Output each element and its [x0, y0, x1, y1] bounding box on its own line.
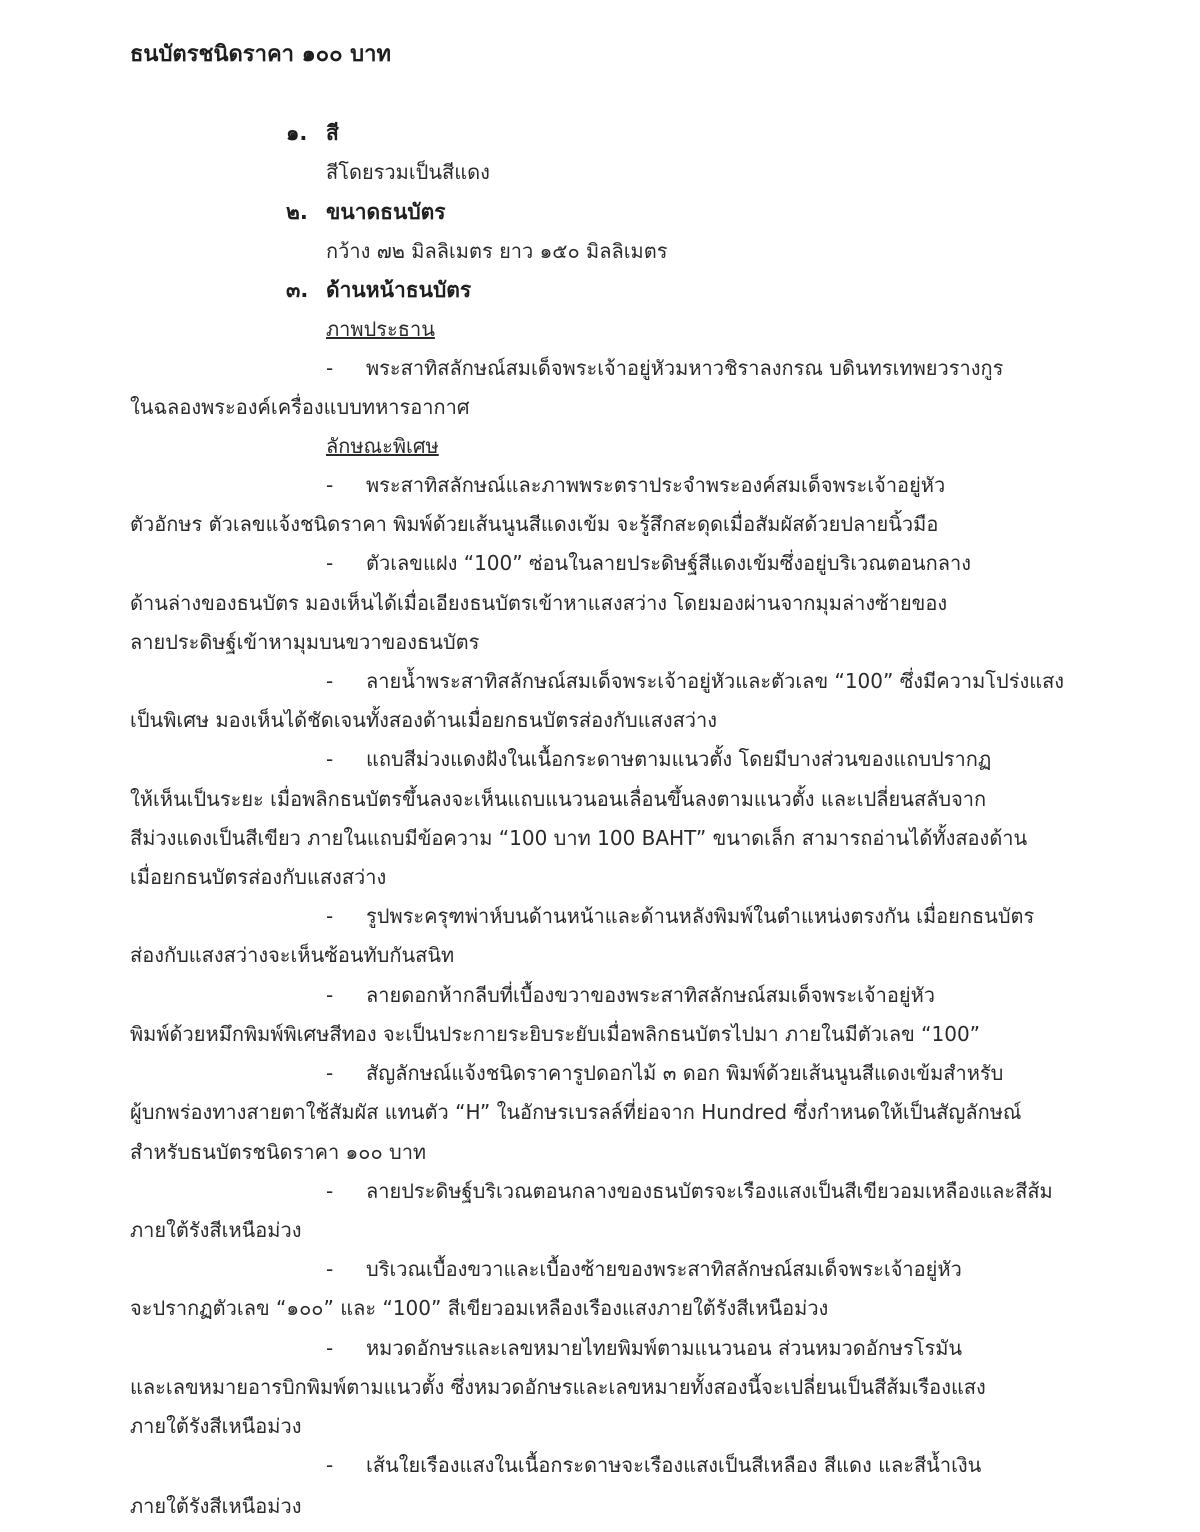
feature-line: เป็นพิเศษ มองเห็นได้ชัดเจนทั้งสองด้านเมื่อยกธนบัตรส่องกับแสงสว่าง	[130, 708, 718, 732]
feature-line: - ลายน้ำพระสาทิสลักษณ์สมเด็จพระเจ้าอยู่หัวและตัวเลข “100” ซึ่งมีความโปร่งแสง	[326, 669, 1065, 693]
section-number-2: ๒.	[286, 200, 308, 224]
feature-line: - บริเวณเบื้องขวาและเบื้องซ้ายของพระสาทิสลักษณ์สมเด็จพระเจ้าอยู่หัว	[326, 1257, 962, 1281]
feature-line: เมื่อยกธนบัตรส่องกับแสงสว่าง	[130, 865, 387, 889]
feature-line: ส่องกับแสงสว่างจะเห็นซ้อนทับกันสนิท	[130, 943, 455, 967]
feature-line: พิมพ์ด้วยหมึกพิมพ์พิเศษสีทอง จะเป็นประกายระยิบระยับเมื่อพลิกธนบัตรไปมา ภายในมีตัวเลข “100”	[130, 1022, 981, 1046]
feature-line: สำหรับธนบัตรชนิดราคา ๑๐๐ บาท	[130, 1140, 427, 1164]
feature-line: ลายประดิษฐ์เข้าหามุมบนขวาของธนบัตร	[130, 630, 480, 654]
feature-line: ภายใต้รังสีเหนือม่วง	[130, 1414, 302, 1438]
feature-line: สีม่วงแดงเป็นสีเขียว ภายในแถบมีข้อความ “100 บาท 100 BAHT” ขนาดเล็ก สามารถอ่านได้ทั้งสองด้าน	[130, 826, 1028, 850]
section-heading-front: ด้านหน้าธนบัตร	[326, 278, 472, 302]
section-heading-size: ขนาดธนบัตร	[326, 200, 446, 224]
feature-line: ด้านล่างของธนบัตร มองเห็นได้เมื่อเอียงธนบัตรเข้าหาแสงสว่าง โดยมองผ่านจากมุมล่างซ้ายของ	[130, 591, 948, 615]
feature-line: - รูปพระครุฑพ่าห์บนด้านหน้าและด้านหลังพิมพ์ในตำแหน่งตรงกัน เมื่อยกธนบัตร	[326, 904, 1035, 928]
section-heading-color: สี	[326, 121, 339, 145]
feature-line: ภายใต้รังสีเหนือม่วง	[130, 1218, 302, 1242]
section-body-size: กว้าง ๗๒ มิลลิเมตร ยาว ๑๕๐ มิลลิเมตร	[326, 239, 668, 263]
section-body-color: สีโดยรวมเป็นสีแดง	[326, 160, 490, 184]
main-image-label: ภาพประธาน	[326, 317, 435, 341]
feature-line: - ลายดอกห้ากลีบที่เบื้องขวาของพระสาทิสลักษณ์สมเด็จพระเจ้าอยู่หัว	[326, 983, 935, 1007]
feature-line: ภายใต้รังสีเหนือม่วง	[130, 1494, 302, 1518]
main-image-line: - พระสาทิสลักษณ์สมเด็จพระเจ้าอยู่หัวมหาวชิราลงกรณ บดินทรเทพยวรางกูร	[326, 356, 1004, 380]
main-image-line: ในฉลองพระองค์เครื่องแบบทหารอากาศ	[130, 395, 470, 419]
feature-line: - ลายประดิษฐ์บริเวณตอนกลางของธนบัตรจะเรืองแสงเป็นสีเขียวอมเหลืองและสีส้ม	[326, 1179, 1053, 1203]
feature-line: ให้เห็นเป็นระยะ เมื่อพลิกธนบัตรขึ้นลงจะเห็นแถบแนวนอนเลื่อนขึ้นลงตามแนวตั้ง และเปลี่ยนสลับจาก	[130, 787, 987, 811]
feature-line: - ตัวเลขแฝง “100” ซ่อนในลายประดิษฐ์สีแดงเข้มซึ่งอยู่บริเวณตอนกลาง	[326, 551, 971, 575]
feature-line: ผู้บกพร่องทางสายตาใช้สัมผัส แทนตัว “H” ในอักษรเบรลล์ที่ย่อจาก Hundred ซึ่งกำหนดให้เป็นสัญลักษณ์	[130, 1100, 1022, 1124]
feature-line: - หมวดอักษรและเลขหมายไทยพิมพ์ตามแนวนอน ส่วนหมวดอักษรโรมัน	[326, 1336, 963, 1360]
features-label: ลักษณะพิเศษ	[326, 434, 439, 458]
feature-line: จะปรากฏตัวเลข “๑๐๐” และ “100” สีเขียวอมเหลืองเรืองแสงภายใต้รังสีเหนือม่วง	[130, 1296, 829, 1320]
feature-line: ตัวอักษร ตัวเลขแจ้งชนิดราคา พิมพ์ด้วยเส้นนูนสีแดงเข้ม จะรู้สึกสะดุดเมื่อสัมผัสด้วยปลายนิ้วมือ	[130, 512, 939, 536]
page-title: ธนบัตรชนิดราคา ๑๐๐ บาท	[130, 42, 391, 67]
feature-line: - แถบสีม่วงแดงฝังในเนื้อกระดาษตามแนวตั้ง โดยมีบางส่วนของแถบปรากฏ	[326, 747, 992, 771]
feature-line: และเลขหมายอารบิกพิมพ์ตามแนวตั้ง ซึ่งหมวดอักษรและเลขหมายทั้งสองนี้จะเปลี่ยนเป็นสีส้มเรืองแสง	[130, 1375, 986, 1399]
feature-line: - เส้นใยเรืองแสงในเนื้อกระดาษจะเรืองแสงเป็นสีเหลือง สีแดง และสีน้ำเงิน	[326, 1453, 982, 1477]
feature-line: - สัญลักษณ์แจ้งชนิดราคารูปดอกไม้ ๓ ดอก พิมพ์ด้วยเส้นนูนสีแดงเข้มสำหรับ	[326, 1061, 1004, 1085]
feature-line: - พระสาทิสลักษณ์และภาพพระตราประจำพระองค์สมเด็จพระเจ้าอยู่หัว	[326, 473, 946, 497]
section-number-3: ๓.	[286, 278, 309, 302]
section-number-1: ๑.	[286, 121, 308, 145]
